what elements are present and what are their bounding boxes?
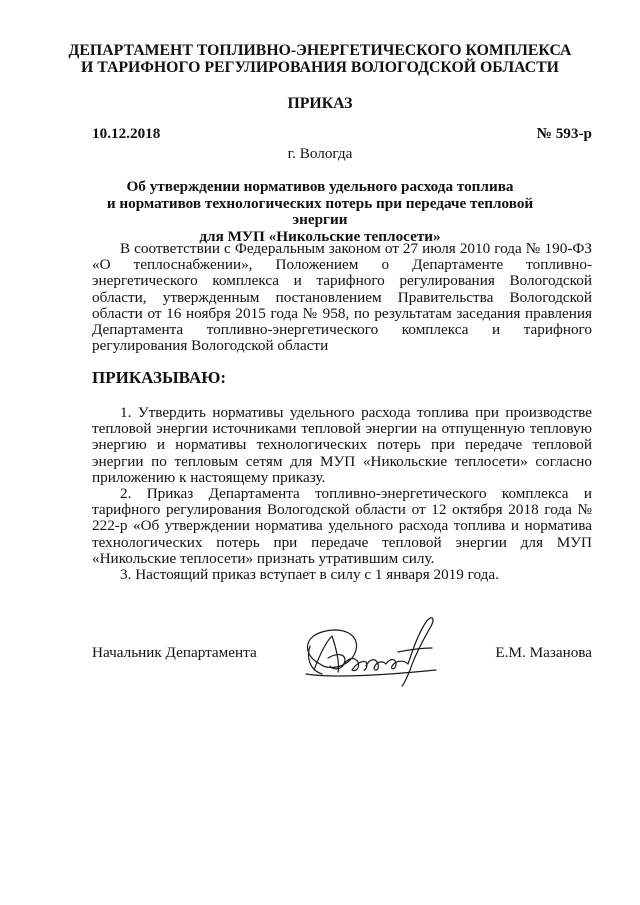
order-title [80, 179, 560, 245]
department-line-1: ДЕПАРТАМЕНТ ТОПЛИВНО-ЭНЕРГЕТИЧЕСКОГО КОМПЛЕКСА [68, 42, 572, 59]
document-type: ПРИКАЗ [287, 95, 353, 112]
order-item-1: 1. Утвердить нормативы удельного расхода топлива при производстве тепловой энергии источниками тепловой энергии на отпущенную тепловую энергию и нормативы технологических потерь при передаче тепловой энергии по тепловым сетям для МУП «Никольские теплосети» согласно приложению к настоящему приказу. [92, 404, 592, 486]
handwritten-signature-icon [286, 612, 454, 690]
order-date: 10.12.2018 [92, 125, 161, 142]
signer-role: Начальник Департамента [92, 644, 257, 661]
signer-name: Е.М. Мазанова [495, 644, 592, 661]
orders-word: ПРИКАЗЫВАЮ: [92, 368, 227, 387]
title-line-3: для МУП «Никольские теплосети» [199, 227, 441, 245]
order-city: г. Вологда [287, 145, 353, 162]
order-item-2: 2. Приказ Департамента топливно-энергетического комплекса и тарифного регулирования Вологодской области от 12 октября 2018 года № 222-р «Об утверждении норматива удельного расхода топлива и норматива технологических потерь при передаче тепловой энергии для МУП «Никольские теплосети» признать утратившим силу. [92, 485, 592, 567]
title-line-1: Об утверждении нормативов удельного расхода топлива [126, 178, 514, 195]
order-items [92, 405, 592, 583]
department-name [60, 42, 580, 76]
preamble [92, 241, 592, 354]
department-line-2: И ТАРИФНОГО РЕГУЛИРОВАНИЯ ВОЛОГОДСКОЙ ОБЛАСТИ [81, 59, 559, 76]
title-line-2: и нормативов технологических потерь при передаче тепловой энергии [106, 194, 534, 229]
order-number: № 593-р [536, 125, 592, 142]
order-item-3: 3. Настоящий приказ вступает в силу с 1 января 2019 года. [120, 566, 499, 584]
preamble-text: В соответствии с Федеральным законом от 27 июля 2010 года № 190-ФЗ «О теплоснабжении», Положением о Департаменте топливно-энергетического комплекса и тарифного регулирования Вологодской области, утвержденным постановлением Правительства Вологодской области от 16 ноября 2015 года № 958, по результатам заседания правления Департамента топливно-энергетического комплекса и тарифного регулирования Вологодской области [92, 240, 592, 355]
